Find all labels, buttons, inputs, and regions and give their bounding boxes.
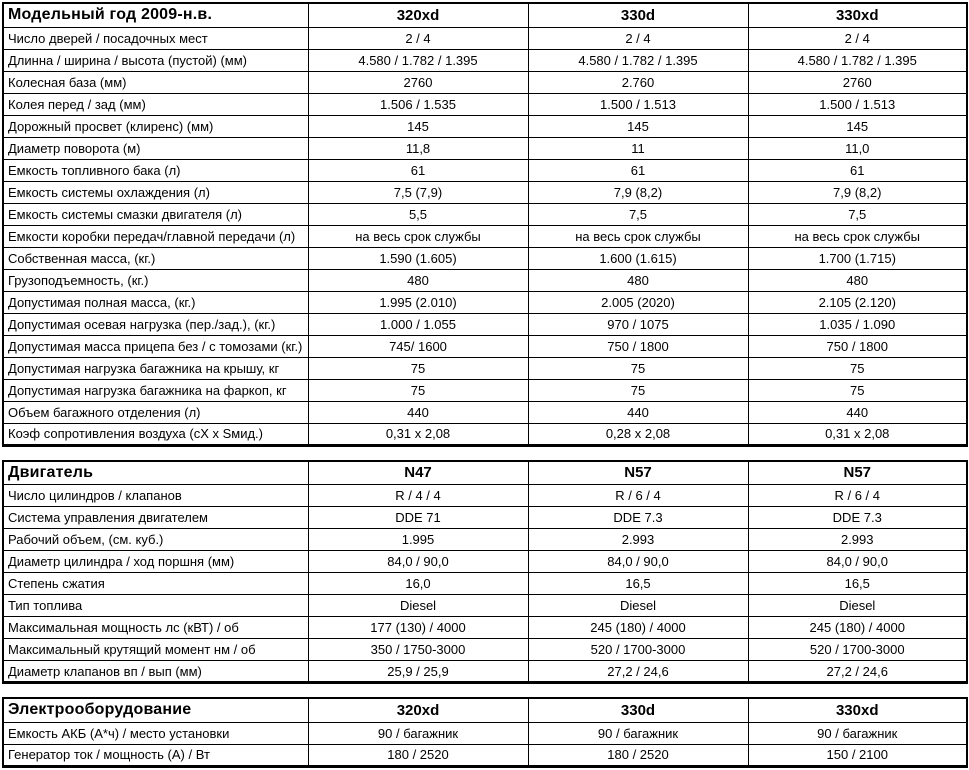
cell-value: DDE 71 — [308, 507, 528, 529]
table-row — [3, 27, 967, 49]
row-label: Допустимая нагрузка багажника на фаркоп, кг — [3, 379, 308, 401]
row-label: Рабочий объем, (см. куб.) — [3, 529, 308, 551]
cell-value: 84,0 / 90,0 — [308, 551, 528, 573]
cell-value: на весь срок службы — [528, 225, 748, 247]
cell-value: 2.993 — [528, 529, 748, 551]
table-row — [3, 313, 967, 335]
column-header: 330d — [528, 698, 748, 722]
cell-value: 4.580 / 1.782 / 1.395 — [748, 49, 967, 71]
row-label: Колея перед / зад (мм) — [3, 93, 308, 115]
row-label: Емкость системы смазки двигателя (л) — [3, 203, 308, 225]
row-label: Емкость топливного бака (л) — [3, 159, 308, 181]
row-label: Допустимая полная масса, (кг.) — [3, 291, 308, 313]
cell-value: 180 / 2520 — [528, 744, 748, 766]
table-row — [3, 551, 967, 573]
table-row — [3, 225, 967, 247]
table-title-model-year: Модельный год 2009-н.в. — [3, 3, 308, 27]
table-row — [3, 485, 967, 507]
row-label: Генератор ток / мощность (А) / Вт — [3, 744, 308, 766]
table-row — [3, 617, 967, 639]
row-label: Емкость АКБ (А*ч) / место установки — [3, 722, 308, 744]
table-row — [3, 181, 967, 203]
cell-value: 1.995 (2.010) — [308, 291, 528, 313]
table-row — [3, 137, 967, 159]
cell-value: R / 6 / 4 — [748, 485, 967, 507]
table-row — [3, 423, 967, 445]
table-row — [3, 115, 967, 137]
cell-value: 1.600 (1.615) — [528, 247, 748, 269]
cell-value: 2760 — [308, 71, 528, 93]
table-row — [3, 722, 967, 744]
table-row — [3, 379, 967, 401]
column-header: 330d — [528, 3, 748, 27]
column-header: N57 — [528, 461, 748, 485]
cell-value: 480 — [748, 269, 967, 291]
cell-value: 4.580 / 1.782 / 1.395 — [308, 49, 528, 71]
table-row — [3, 159, 967, 181]
row-label: Собственная масса, (кг.) — [3, 247, 308, 269]
table-row — [3, 507, 967, 529]
cell-value: 2 / 4 — [308, 27, 528, 49]
cell-value: 7,9 (8,2) — [528, 181, 748, 203]
table-row — [3, 71, 967, 93]
row-label: Объем багажного отделения (л) — [3, 401, 308, 423]
cell-value: 61 — [528, 159, 748, 181]
cell-value: 245 (180) / 4000 — [528, 617, 748, 639]
cell-value: 1.035 / 1.090 — [748, 313, 967, 335]
cell-value: 480 — [308, 269, 528, 291]
cell-value: DDE 7.3 — [528, 507, 748, 529]
cell-value: 750 / 1800 — [528, 335, 748, 357]
cell-value: 480 — [528, 269, 748, 291]
table-row — [3, 595, 967, 617]
cell-value: R / 6 / 4 — [528, 485, 748, 507]
cell-value: 16,5 — [748, 573, 967, 595]
table-row — [3, 247, 967, 269]
cell-value: DDE 7.3 — [748, 507, 967, 529]
cell-value: R / 4 / 4 — [308, 485, 528, 507]
cell-value: 84,0 / 90,0 — [528, 551, 748, 573]
cell-value: 75 — [308, 357, 528, 379]
table-row — [3, 93, 967, 115]
column-header: N57 — [748, 461, 967, 485]
row-label: Максимальная мощность лс (кВТ) / об — [3, 617, 308, 639]
cell-value: 970 / 1075 — [528, 313, 748, 335]
cell-value: 2.993 — [748, 529, 967, 551]
cell-value: 520 / 1700-3000 — [528, 639, 748, 661]
row-label: Диаметр клапанов вп / вып (мм) — [3, 661, 308, 683]
row-label: Степень сжатия — [3, 573, 308, 595]
cell-value: 180 / 2520 — [308, 744, 528, 766]
cell-value: 1.700 (1.715) — [748, 247, 967, 269]
cell-value: Diesel — [308, 595, 528, 617]
cell-value: 7,9 (8,2) — [748, 181, 967, 203]
spec-table-engine — [2, 460, 968, 685]
column-header: N47 — [308, 461, 528, 485]
cell-value: на весь срок службы — [748, 225, 967, 247]
cell-value: 11,0 — [748, 137, 967, 159]
table-row — [3, 744, 967, 766]
table-row — [3, 401, 967, 423]
row-label: Колесная база (мм) — [3, 71, 308, 93]
cell-value: 61 — [308, 159, 528, 181]
cell-value: 75 — [528, 357, 748, 379]
table-title-electrical: Электрооборудование — [3, 698, 308, 722]
table-header-row — [3, 3, 967, 27]
cell-value: 350 / 1750-3000 — [308, 639, 528, 661]
cell-value: 1.500 / 1.513 — [748, 93, 967, 115]
table-header-row — [3, 461, 967, 485]
cell-value: 2 / 4 — [528, 27, 748, 49]
cell-value: 61 — [748, 159, 967, 181]
table-row — [3, 573, 967, 595]
table-row — [3, 529, 967, 551]
table-row — [3, 639, 967, 661]
row-label: Допустимая осевая нагрузка (пер./зад.), (кг.) — [3, 313, 308, 335]
column-header: 330xd — [748, 698, 967, 722]
cell-value: 7,5 (7,9) — [308, 181, 528, 203]
row-label: Диаметр цилиндра / ход поршня (мм) — [3, 551, 308, 573]
cell-value: на весь срок службы — [308, 225, 528, 247]
cell-value: 150 / 2100 — [748, 744, 967, 766]
cell-value: 2.760 — [528, 71, 748, 93]
cell-value: 745/ 1600 — [308, 335, 528, 357]
row-label: Грузоподъемность, (кг.) — [3, 269, 308, 291]
cell-value: 520 / 1700-3000 — [748, 639, 967, 661]
cell-value: 145 — [308, 115, 528, 137]
cell-value: 145 — [748, 115, 967, 137]
cell-value: 75 — [748, 357, 967, 379]
cell-value: 1.590 (1.605) — [308, 247, 528, 269]
cell-value: 145 — [528, 115, 748, 137]
cell-value: 75 — [748, 379, 967, 401]
row-label: Дорожный просвет (клиренс) (мм) — [3, 115, 308, 137]
table-row — [3, 203, 967, 225]
cell-value: 750 / 1800 — [748, 335, 967, 357]
cell-value: 1.506 / 1.535 — [308, 93, 528, 115]
table-row — [3, 335, 967, 357]
cell-value: 1.000 / 1.055 — [308, 313, 528, 335]
column-header: 330xd — [748, 3, 967, 27]
cell-value: 2.005 (2020) — [528, 291, 748, 313]
cell-value: 7,5 — [748, 203, 967, 225]
cell-value: 16,5 — [528, 573, 748, 595]
row-label: Система управления двигателем — [3, 507, 308, 529]
row-label: Допустимая масса прицепа без / с томозами (кг.) — [3, 335, 308, 357]
cell-value: 177 (130) / 4000 — [308, 617, 528, 639]
cell-value: 440 — [308, 401, 528, 423]
table-row — [3, 357, 967, 379]
cell-value: 11,8 — [308, 137, 528, 159]
table-header-row — [3, 698, 967, 722]
cell-value: 90 / багажник — [308, 722, 528, 744]
cell-value: 27,2 / 24,6 — [748, 661, 967, 683]
cell-value: 27,2 / 24,6 — [528, 661, 748, 683]
table-row — [3, 49, 967, 71]
row-label: Максимальный крутящий момент нм / об — [3, 639, 308, 661]
spec-table-model-year — [2, 2, 968, 447]
row-label: Длинна / ширина / высота (пустой) (мм) — [3, 49, 308, 71]
cell-value: 5,5 — [308, 203, 528, 225]
cell-value: 0,28 х 2,08 — [528, 423, 748, 445]
cell-value: 440 — [528, 401, 748, 423]
cell-value: 90 / багажник — [528, 722, 748, 744]
cell-value: 7,5 — [528, 203, 748, 225]
table-title-engine: Двигатель — [3, 461, 308, 485]
row-label: Число дверей / посадочных мест — [3, 27, 308, 49]
cell-value: 84,0 / 90,0 — [748, 551, 967, 573]
row-label: Диаметр поворота (м) — [3, 137, 308, 159]
cell-value: Diesel — [528, 595, 748, 617]
row-label: Тип топлива — [3, 595, 308, 617]
cell-value: 4.580 / 1.782 / 1.395 — [528, 49, 748, 71]
cell-value: 440 — [748, 401, 967, 423]
row-label: Допустимая нагрузка багажника на крышу, кг — [3, 357, 308, 379]
row-label: Число цилиндров / клапанов — [3, 485, 308, 507]
cell-value: 1.995 — [308, 529, 528, 551]
cell-value: 0,31 х 2,08 — [748, 423, 967, 445]
table-row — [3, 269, 967, 291]
cell-value: 75 — [308, 379, 528, 401]
row-label: Емкости коробки передач/главной передачи (л) — [3, 225, 308, 247]
cell-value: 16,0 — [308, 573, 528, 595]
table-row — [3, 291, 967, 313]
cell-value: Diesel — [748, 595, 967, 617]
cell-value: 0,31 х 2,08 — [308, 423, 528, 445]
cell-value: 25,9 / 25,9 — [308, 661, 528, 683]
cell-value: 2760 — [748, 71, 967, 93]
row-label: Емкость системы охлаждения (л) — [3, 181, 308, 203]
column-header: 320xd — [308, 3, 528, 27]
cell-value: 2.105 (2.120) — [748, 291, 967, 313]
column-header: 320xd — [308, 698, 528, 722]
spec-table-electrical — [2, 697, 968, 768]
cell-value: 2 / 4 — [748, 27, 967, 49]
cell-value: 245 (180) / 4000 — [748, 617, 967, 639]
cell-value: 90 / багажник — [748, 722, 967, 744]
cell-value: 75 — [528, 379, 748, 401]
cell-value: 1.500 / 1.513 — [528, 93, 748, 115]
row-label: Коэф сопротивления воздуха (сХ х Sмид.) — [3, 423, 308, 445]
table-row — [3, 661, 967, 683]
cell-value: 11 — [528, 137, 748, 159]
